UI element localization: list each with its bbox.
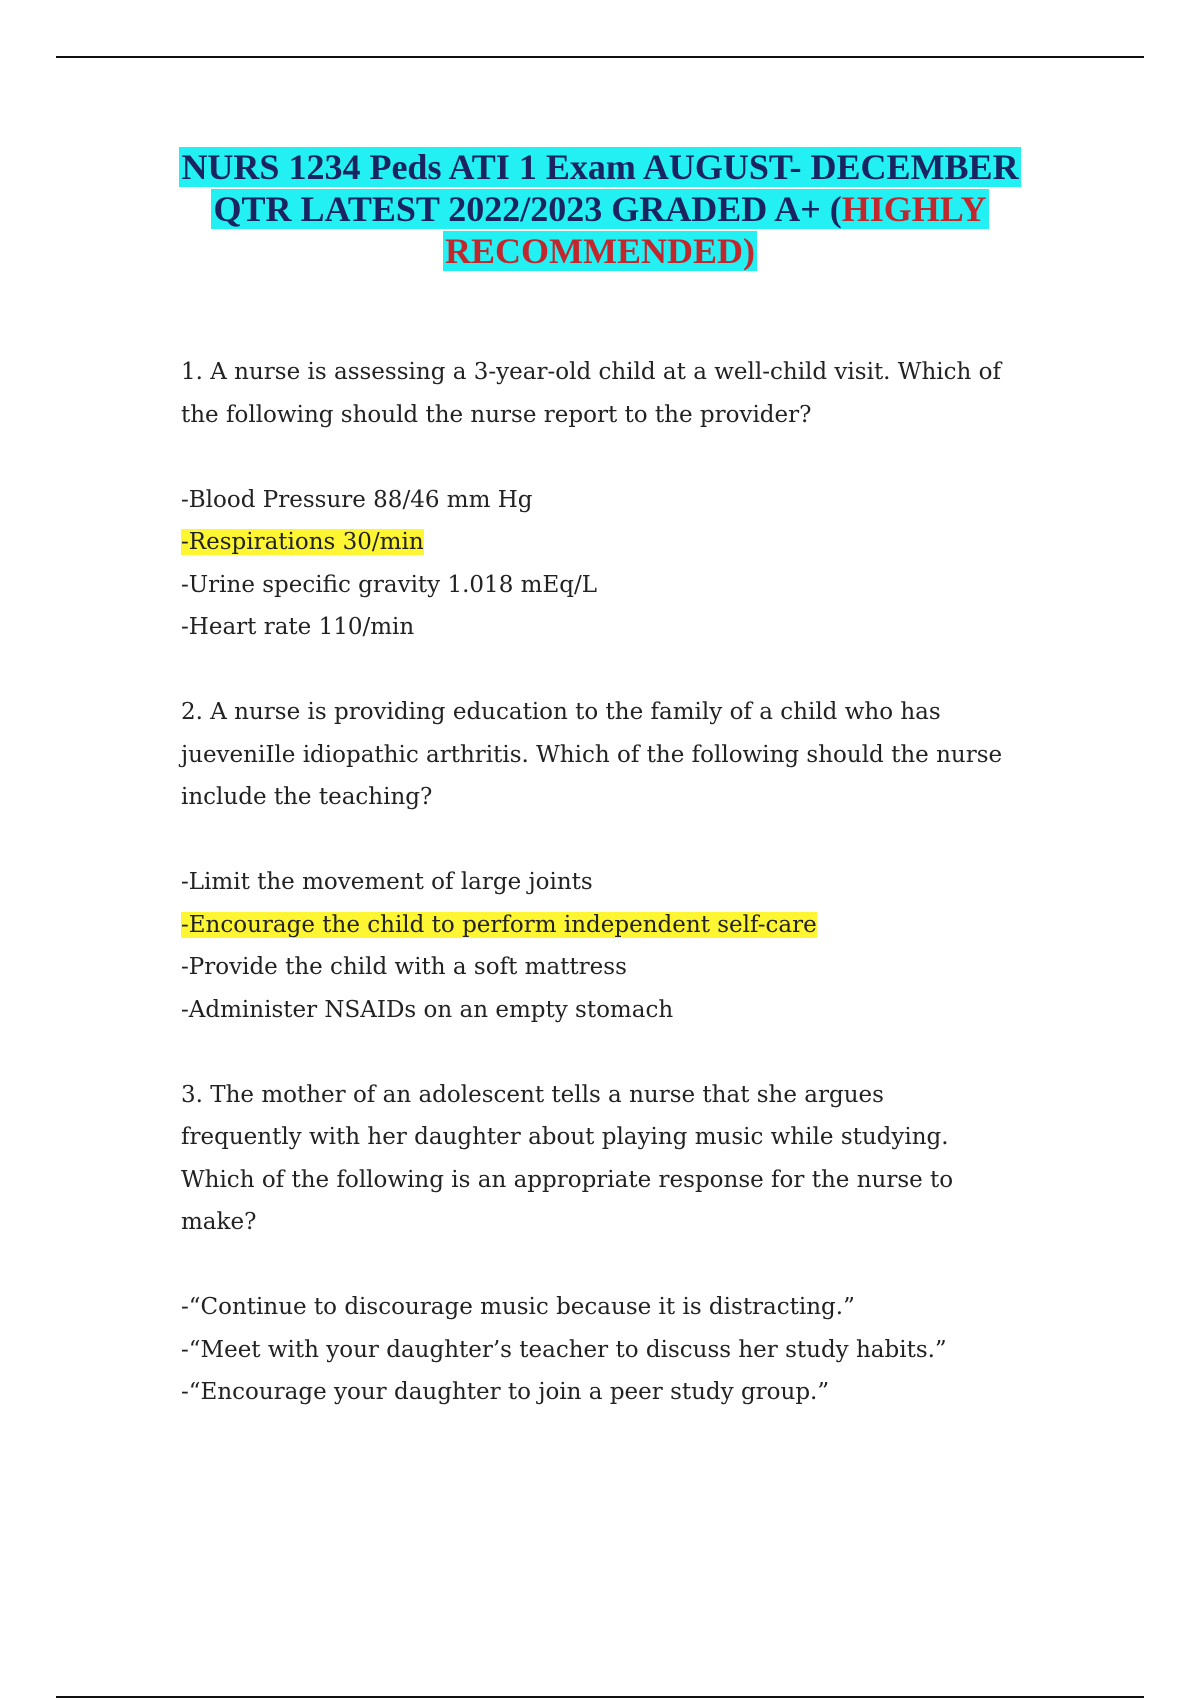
question-2-option-3: -Provide the child with a soft mattress (181, 954, 627, 980)
title-line-2-text: QTR LATEST 2022/2023 GRADED A+ ( (213, 189, 842, 229)
question-2 (181, 691, 1061, 1031)
question-2-option-4: -Administer NSAIDs on an empty stomach (181, 996, 674, 1023)
question-1-option-4: -Heart rate 110/min (181, 614, 415, 640)
question-2-option-1: -Limit the movement of large joints (181, 869, 593, 895)
question-1-stem-line-1: 1. A nurse is assessing a 3-year-old child at a well-child visit. Which of (181, 359, 1001, 385)
header-rule (56, 56, 1144, 58)
question-1 (181, 351, 1061, 649)
question-2-stem-line-1: 2. A nurse is providing education to the family of a child who has (181, 699, 941, 725)
title-recommended-text: RECOMMENDED) (445, 231, 755, 271)
document-body (181, 351, 1061, 1414)
title-highly-text: HIGHLY (841, 189, 987, 229)
question-3-stem-line-4: make? (181, 1209, 257, 1235)
title-line-2-highlight (211, 189, 988, 229)
footer-rule (56, 1696, 1144, 1698)
question-3-option-3: -“Encourage your daughter to join a peer study group.” (181, 1379, 830, 1405)
title-line-3 (150, 230, 1050, 272)
question-3-stem-line-1: 3. The mother of an adolescent tells a nurse that she argues (181, 1081, 884, 1108)
question-1-option-2-highlighted: -Respirations 30/min (181, 529, 424, 555)
question-3-stem-line-2: frequently with her daughter about playing music while studying. (181, 1124, 949, 1150)
question-1-option-3: -Urine specific gravity 1.018 mEq/L (181, 571, 597, 598)
question-3-stem-line-3: Which of the following is an appropriate response for the nurse to (181, 1166, 954, 1193)
question-1-option-1: -Blood Pressure 88/46 mm Hg (181, 486, 533, 513)
question-1-stem-line-2: the following should the nurse report to the provider? (181, 401, 812, 428)
question-3-option-2: -“Meet with your daughter’s teacher to discuss her study habits.” (181, 1336, 947, 1363)
question-2-stem-line-3: include the teaching? (181, 784, 433, 810)
title-line-2 (150, 188, 1050, 230)
document-title (150, 146, 1050, 272)
title-line-1-text: NURS 1234 Peds ATI 1 Exam AUGUST- DECEMBER (181, 147, 1019, 187)
question-2-option-2-highlighted: -Encourage the child to perform independent self-care (181, 911, 817, 938)
question-2-stem-line-2: jueveniIle idiopathic arthritis. Which of the following should the nurse (181, 741, 1003, 768)
title-line-1 (150, 146, 1050, 188)
question-3 (181, 1074, 1061, 1414)
question-3-option-1: -“Continue to discourage music because it is distracting.” (181, 1294, 855, 1320)
